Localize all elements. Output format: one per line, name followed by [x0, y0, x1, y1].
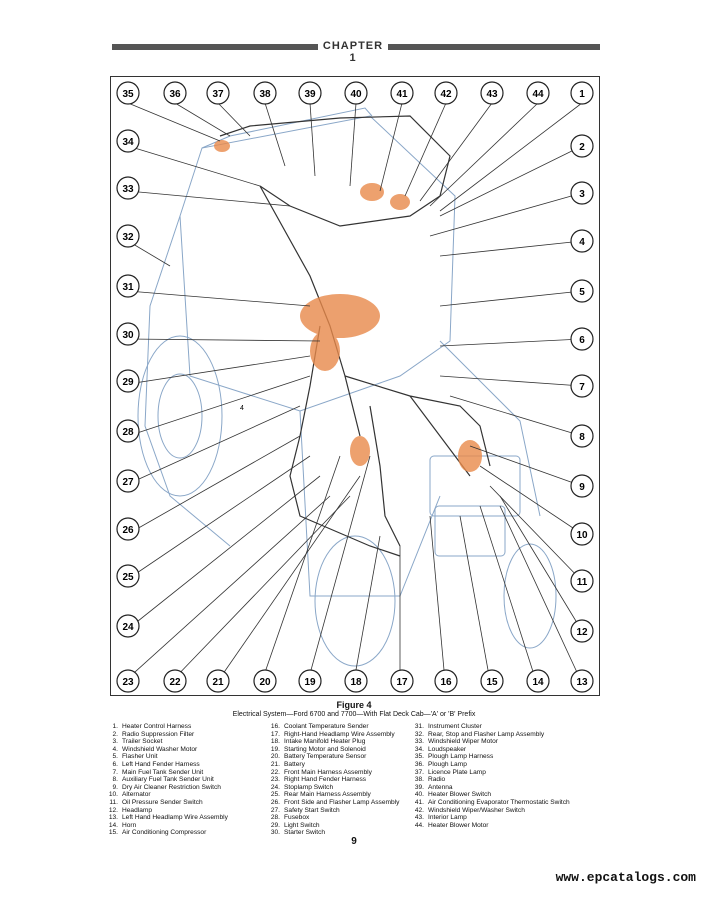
callout-43: [481, 82, 503, 104]
callout-37: [207, 82, 229, 104]
callout-label: 7: [579, 382, 585, 393]
legend-number: 39.: [414, 783, 424, 791]
legend-text: Air Conditioning Compressor: [122, 829, 207, 837]
legend-item: [410, 746, 570, 754]
legend-item: [266, 822, 399, 830]
callout-label: 23: [122, 677, 134, 688]
legend-text: Intake Manifold Heater Plug: [284, 738, 366, 746]
callout-12: [571, 620, 593, 642]
callout-42: [435, 82, 457, 104]
legend-number: 18.: [270, 738, 280, 746]
legend-number: 11.: [109, 798, 118, 806]
legend-number: 38.: [414, 776, 424, 784]
callout-label: 27: [122, 477, 134, 488]
legend-item: [104, 731, 228, 739]
callout-label: 10: [576, 530, 588, 541]
legend-number: 31.: [414, 723, 424, 730]
callout-22: [164, 670, 186, 692]
legend-number: 14.: [108, 821, 118, 829]
callout-44: [527, 82, 549, 104]
legend-number: 3.: [112, 738, 118, 746]
callout-35: [117, 82, 139, 104]
legend-text: Light Switch: [284, 821, 320, 829]
callout-4: [571, 230, 593, 252]
callout-label: 1: [579, 89, 585, 100]
callout-label: 18: [350, 677, 362, 688]
callout-13: [571, 670, 593, 692]
legend-number: 24.: [270, 783, 280, 791]
callout-31: [117, 275, 139, 297]
callout-label: 16: [440, 677, 452, 688]
legend-item: [410, 784, 570, 792]
legend-column-1: [104, 723, 228, 837]
callout-label: 42: [440, 89, 452, 100]
legend-text: Radio: [428, 776, 446, 784]
legend-number: 35.: [414, 753, 424, 761]
legend-text: Oil Pressure Sender Switch: [122, 798, 203, 806]
callout-40: [345, 82, 367, 104]
callout-20: [254, 670, 276, 692]
legend-item: [410, 776, 570, 784]
callout-label: 15: [486, 677, 498, 688]
callout-11: [571, 570, 593, 592]
legend-text: Loudspeaker: [428, 745, 467, 753]
header-rule-left: [112, 44, 318, 50]
legend-text: Dry Air Cleaner Restriction Switch: [122, 783, 221, 791]
callout-label: 41: [396, 89, 408, 100]
legend-item: [266, 784, 399, 792]
legend-item: [410, 723, 570, 731]
legend-item: [104, 723, 228, 731]
legend-number: 7.: [112, 768, 118, 776]
legend-text: Main Fuel Tank Sender Unit: [122, 768, 204, 776]
legend-item: [266, 791, 399, 799]
callout-label: 17: [396, 677, 408, 688]
callout-19: [299, 670, 321, 692]
legend-item: [104, 738, 228, 746]
legend-text: Right-Hand Headlamp Wire Assembly: [284, 730, 395, 738]
legend-text: Flasher Unit: [122, 753, 158, 761]
callout-label: 6: [579, 335, 585, 346]
callout-label: 19: [304, 677, 316, 688]
legend-number: 22.: [270, 768, 280, 776]
legend-item: [104, 814, 228, 822]
tractor-electrical-diagram: [110, 76, 600, 696]
legend-item: [104, 784, 228, 792]
legend-text: Radio Suppression Filter: [122, 730, 195, 738]
legend-number: 33.: [414, 738, 424, 746]
legend-item: [266, 761, 399, 769]
callout-label: 37: [212, 89, 224, 100]
legend-text: Headlamp: [122, 806, 153, 814]
callout-41: [391, 82, 413, 104]
legend-number: 23.: [270, 776, 280, 784]
legend-text: Instrument Cluster: [428, 723, 482, 730]
legend-number: 6.: [112, 760, 118, 768]
legend-text: Windshield Wiper/Washer Switch: [428, 806, 525, 814]
legend-number: 1.: [112, 723, 118, 730]
legend-item: [266, 807, 399, 815]
legend-item: [266, 723, 399, 731]
legend-item: [104, 807, 228, 815]
legend-item: [104, 746, 228, 754]
legend-number: 13.: [108, 814, 118, 822]
legend-text: Coolant Temperature Sender: [284, 723, 369, 730]
legend-item: [104, 776, 228, 784]
legend-number: 21.: [270, 760, 280, 768]
legend-column-3: [410, 723, 570, 829]
legend-item: [104, 761, 228, 769]
legend-number: 10.: [108, 791, 118, 799]
legend-item: [266, 738, 399, 746]
legend-text: Stoplamp Switch: [284, 783, 334, 791]
legend-text: Heater Control Harness: [122, 723, 192, 730]
callout-16: [435, 670, 457, 692]
callout-5: [571, 280, 593, 302]
callout-label: 11: [576, 577, 588, 588]
legend-text: Plough Lamp: [428, 760, 467, 768]
website-watermark[interactable]: www.epcatalogs.com: [555, 870, 696, 885]
callout-label: 31: [122, 282, 134, 293]
legend-text: Right Hand Fender Harness: [284, 776, 367, 784]
legend-item: [104, 791, 228, 799]
legend-column-2: [266, 723, 399, 837]
callout-24: [117, 615, 139, 637]
callout-23: [117, 670, 139, 692]
legend-text: Interior Lamp: [428, 814, 467, 822]
callout-label: 2: [579, 142, 585, 153]
callout-label: 26: [122, 525, 134, 536]
callouts: [117, 82, 593, 692]
legend-item: [266, 769, 399, 777]
legend-text: Windshield Wiper Motor: [428, 738, 498, 746]
legend-text: Front Side and Flasher Lamp Assembly: [284, 798, 400, 806]
callout-26: [117, 518, 139, 540]
callout-label: 4: [579, 237, 585, 248]
legend-text: Air Conditioning Evaporator Thermostatic Switch: [428, 798, 570, 806]
legend-item: [410, 738, 570, 746]
callout-label: 36: [169, 89, 181, 100]
legend-item: [410, 799, 570, 807]
callout-label: 44: [532, 89, 544, 100]
legend-text: Fusebox: [284, 814, 310, 822]
legend-number: 32.: [414, 730, 424, 738]
legend-item: [410, 822, 570, 830]
callout-17: [391, 670, 413, 692]
legend-text: Auxiliary Fuel Tank Sender Unit: [122, 776, 214, 784]
callout-39: [299, 82, 321, 104]
legend-number: 19.: [270, 745, 280, 753]
legend-text: Antenna: [428, 783, 453, 791]
legend-item: [266, 814, 399, 822]
legend-number: 36.: [414, 760, 424, 768]
callout-15: [481, 670, 503, 692]
callout-25: [117, 565, 139, 587]
legend-text: Starter Switch: [284, 829, 326, 837]
legend-text: Horn: [122, 821, 137, 829]
legend-number: 15.: [108, 829, 118, 837]
callout-3: [571, 182, 593, 204]
callout-label: 12: [576, 627, 588, 638]
figure-caption: Figure 4: [336, 700, 372, 710]
legend-number: 37.: [414, 768, 424, 776]
callout-28: [117, 420, 139, 442]
callout-2: [571, 135, 593, 157]
callout-label: 21: [212, 677, 224, 688]
legend-number: 43.: [414, 814, 424, 822]
legend-item: [410, 807, 570, 815]
legend-text: Alternator: [122, 791, 151, 799]
callout-18: [345, 670, 367, 692]
callout-label: 38: [259, 89, 271, 100]
callout-label: 14: [532, 677, 544, 688]
callout-21: [207, 670, 229, 692]
legend-number: 41.: [414, 798, 424, 806]
callout-32: [117, 225, 139, 247]
callout-33: [117, 177, 139, 199]
legend-number: 26.: [270, 798, 280, 806]
legend-text: Battery: [284, 760, 305, 768]
legend-number: 44.: [414, 821, 424, 829]
tractor-outline: [138, 108, 556, 666]
legend-number: 28.: [270, 814, 280, 822]
legend-text: Rear Main Harness Assembly: [284, 791, 371, 799]
legend-number: 17.: [270, 730, 280, 738]
callout-label: 13: [576, 677, 588, 688]
legend-number: 42.: [414, 806, 424, 814]
callout-label: 3: [579, 189, 585, 200]
stray-mark: 4: [240, 405, 244, 412]
callout-label: 25: [122, 572, 134, 583]
callout-label: 9: [579, 482, 585, 493]
legend-item: [410, 791, 570, 799]
callout-label: 22: [169, 677, 181, 688]
callout-label: 8: [579, 432, 585, 443]
legend-number: 40.: [414, 791, 424, 799]
callout-label: 35: [122, 89, 134, 100]
callout-14: [527, 670, 549, 692]
legend-number: 9.: [112, 783, 118, 791]
legend-text: Plough Lamp Harness: [428, 753, 494, 761]
callout-label: 43: [486, 89, 498, 100]
legend-item: [104, 799, 228, 807]
callout-label: 32: [122, 232, 134, 243]
legend-number: 34.: [414, 745, 424, 753]
legend-text: Heater Blower Switch: [428, 791, 492, 799]
legend-text: Left Hand Headlamp Wire Assembly: [122, 814, 228, 822]
callout-10: [571, 523, 593, 545]
legend-item: [104, 769, 228, 777]
legend-text: Rear, Stop and Flasher Lamp Assembly: [428, 730, 545, 738]
legend-item: [266, 746, 399, 754]
legend-item: [410, 731, 570, 739]
legend-item: [104, 753, 228, 761]
callout-1: [571, 82, 593, 104]
callout-label: 34: [122, 137, 134, 148]
legend-text: Front Main Harness Assembly: [284, 768, 372, 776]
legend-number: 8.: [112, 776, 118, 784]
callout-29: [117, 370, 139, 392]
legend-number: 16.: [270, 723, 280, 730]
callout-6: [571, 328, 593, 350]
callout-label: 33: [122, 184, 134, 195]
callout-9: [571, 475, 593, 497]
callout-8: [571, 425, 593, 447]
legend-text: Safety Start Switch: [284, 806, 340, 814]
callout-7: [571, 375, 593, 397]
callout-36: [164, 82, 186, 104]
legend-item: [266, 731, 399, 739]
legend-item: [410, 753, 570, 761]
legend-item: [410, 761, 570, 769]
callout-38: [254, 82, 276, 104]
legend-text: Trailer Socket: [122, 738, 163, 746]
legend-text: Licence Plate Lamp: [428, 768, 486, 776]
legend-item: [266, 799, 399, 807]
callout-label: 5: [579, 287, 585, 298]
page-number: 9: [351, 836, 357, 847]
legend-number: 27.: [270, 806, 280, 814]
legend-text: Left Hand Fender Harness: [122, 760, 200, 768]
legend-text: Battery Temperature Sensor: [284, 753, 367, 761]
legend-number: 5.: [112, 753, 118, 761]
legend-number: 4.: [112, 745, 118, 753]
legend-item: [104, 822, 228, 830]
legend-number: 29.: [270, 821, 280, 829]
figure-subtitle: Electrical System—Ford 6700 and 7700—With Flat Deck Cab—'A' or 'B' Prefix: [232, 711, 476, 718]
callout-30: [117, 323, 139, 345]
legend-item: [410, 769, 570, 777]
callout-label: 29: [122, 377, 134, 388]
legend-item: [266, 753, 399, 761]
legend-number: 2.: [112, 730, 118, 738]
callout-label: 30: [122, 330, 134, 341]
callout-label: 28: [122, 427, 134, 438]
legend-number: 30.: [270, 829, 280, 837]
legend-text: Windshield Washer Motor: [122, 745, 198, 753]
callout-label: 40: [350, 89, 362, 100]
chapter-title: CHAPTER 1: [318, 40, 388, 64]
callout-34: [117, 130, 139, 152]
legend-item: [410, 814, 570, 822]
callout-27: [117, 470, 139, 492]
header-rule-right: [388, 44, 600, 50]
legend-item: [266, 776, 399, 784]
legend-number: 12.: [108, 806, 118, 814]
legend-number: 20.: [270, 753, 280, 761]
legend-number: 25.: [270, 791, 280, 799]
legend-text: Heater Blower Motor: [428, 821, 489, 829]
callout-label: 20: [259, 677, 271, 688]
legend-text: Starting Motor and Solenoid: [284, 745, 366, 753]
callout-label: 39: [304, 89, 316, 100]
callout-label: 24: [122, 622, 134, 633]
